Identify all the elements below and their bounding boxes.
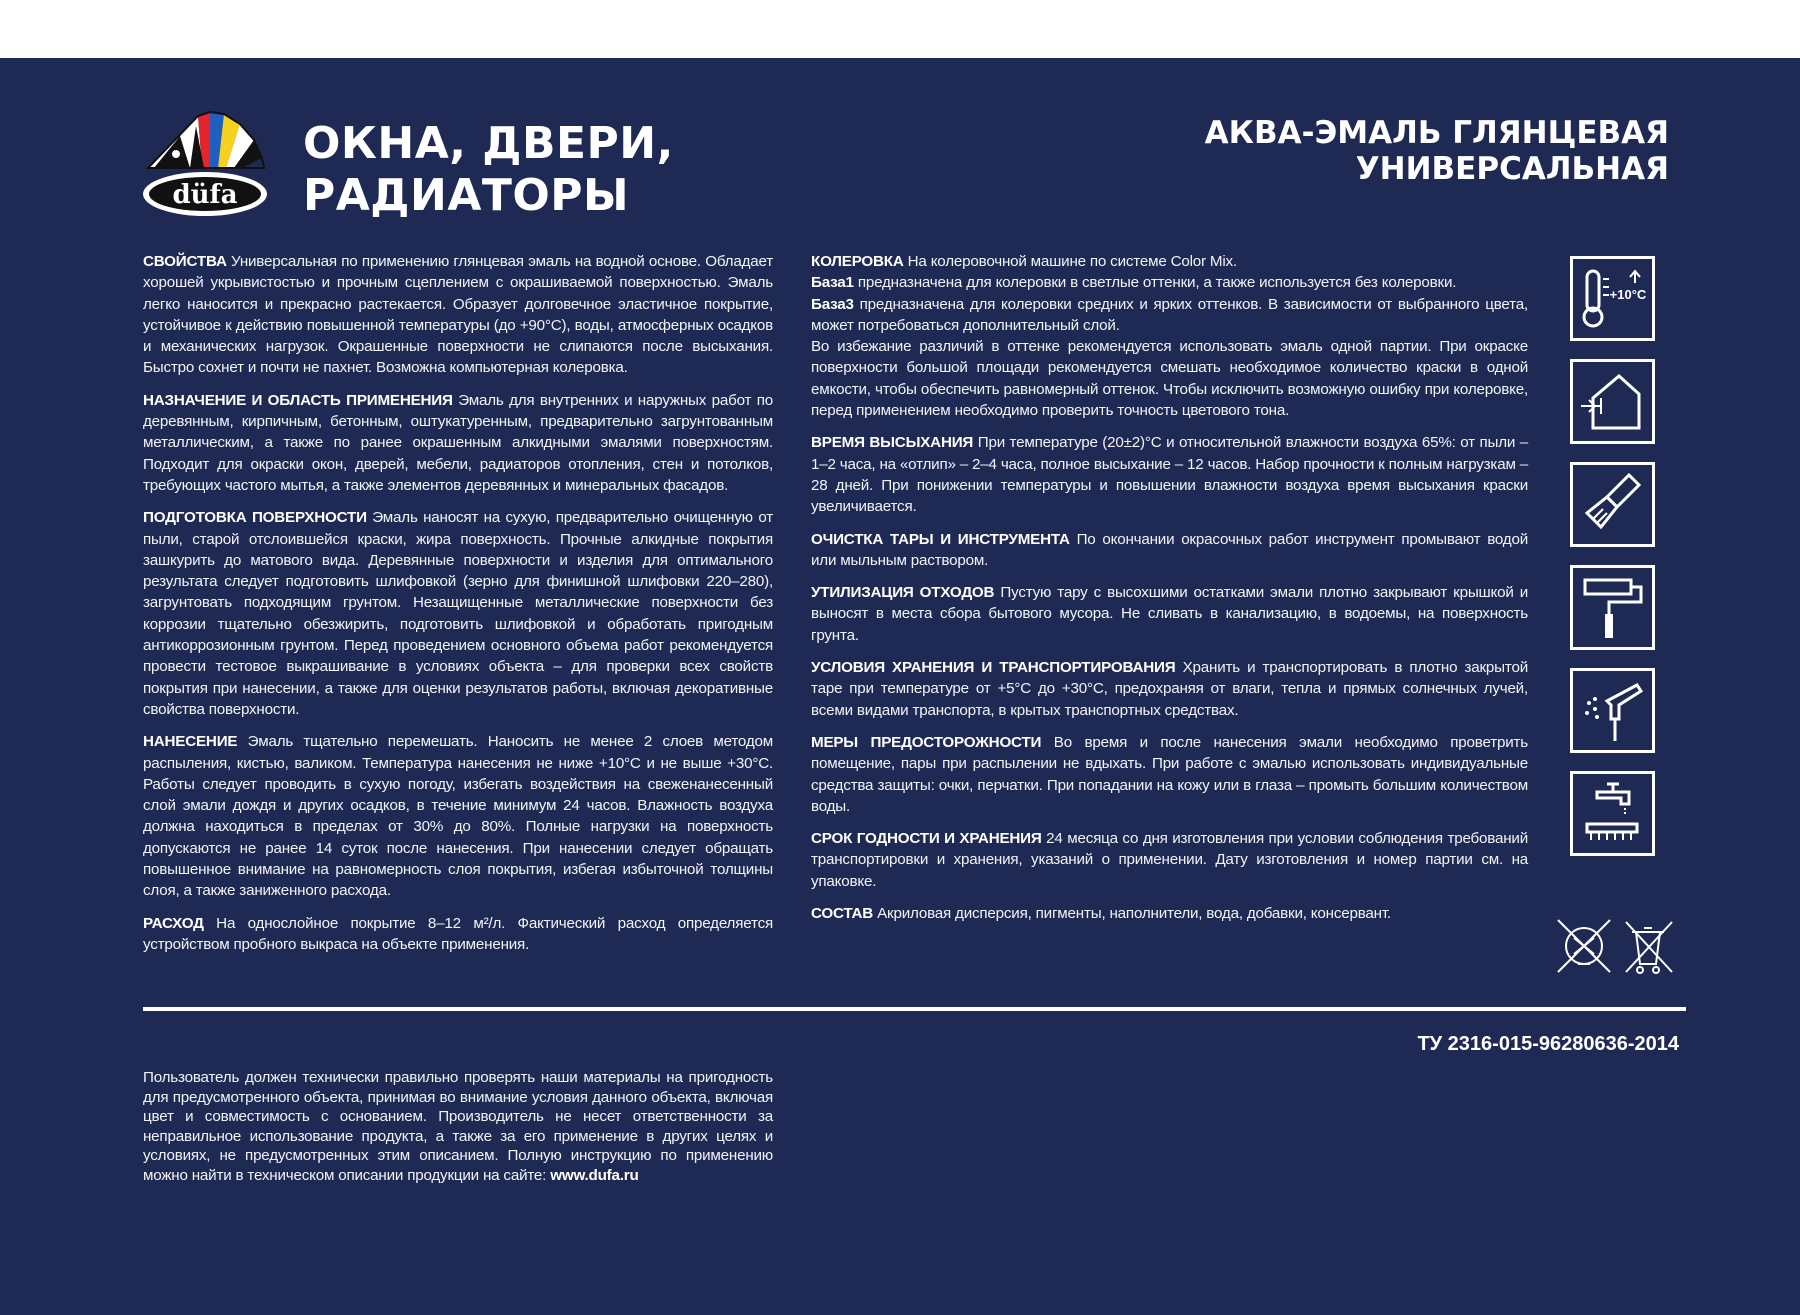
product-title-line1: АКВА-ЭМАЛЬ ГЛЯНЦЕВАЯ bbox=[1204, 115, 1669, 151]
product-title bbox=[1205, 115, 1669, 187]
product-title-line2: УНИВЕРСАЛЬНАЯ bbox=[1355, 151, 1669, 187]
section-applying: НАНЕСЕНИЕ Эмаль тщательно перемешать. Наносить не менее 2 слоев методом распыления, кистью, валиком. Температура нанесения не ниже +10°С и не выше +30°С. Работы следует проводить в сухую погоду, избегать воздействия на свеженанесенный слой эмали дождя и других осадков, в течение минимум 24 часов. Влажность воздуха должна находиться в пределах от 30% до 80%. Полные нагрузки на поверхность допускаются не ранее 14 суток после нанесения. При нанесении следует обращать повышенное внимание на равномерность слоя покрытия, избегая избыточной толщины слоя, а также заниженного расхода. bbox=[143, 733, 773, 900]
spray-gun-icon bbox=[1570, 668, 1655, 753]
section-disposal: УТИЛИЗАЦИЯ ОТХОДОВ Пустую тару с высохшими остатками эмали плотно закрывают крышкой и выносят в места сбора бытового мусора. Не сливать в канализацию, в водоемы, на поверхность грунта. bbox=[811, 584, 1528, 644]
left-text-column bbox=[143, 251, 773, 966]
section-properties: СВОЙСТВА Универсальная по применению глянцевая эмаль на водной основе. Обладает хорошей укрывистостью и прочным сцеплением с окрашиваемой поверхностью. Эмаль легко наносится и прекрасно растекается. Образует долговечное эластичное покрытие, устойчивое к действию повышенной температуры (до +90°С), воды, атмосферных осадков и механических нагрузок. Окрашенные поверхности не слипаются после высыхания. Быстро сохнет и почти не пахнет. Возможна компьютерная колеровка. bbox=[143, 253, 773, 377]
svg-text:+10°С: +10°С bbox=[1609, 287, 1647, 302]
section-shelf-life: СРОК ГОДНОСТИ И ХРАНЕНИЯ 24 месяца со дня изготовления при условии соблюдения требований транспортировки и хранения, указаний о применении. Дату изготовления и номер партии см. на упаковке. bbox=[811, 830, 1528, 890]
middle-text-column bbox=[811, 251, 1528, 935]
section-storage-transport: УСЛОВИЯ ХРАНЕНИЯ И ТРАНСПОРТИРОВАНИЯ Хранить и транспортировать в плотно закрытой таре при температуре от +5°С до +30°С, предохраняя от влаги, тепла и прямых солнечных лучей, всеми видами транспорта, в крытых транспортных средствах. bbox=[811, 659, 1528, 719]
category-title-line1: ОКНА, ДВЕРИ, bbox=[303, 118, 674, 169]
category-title-line2: РАДИАТОРЫ bbox=[303, 170, 630, 221]
section-surface-preparation: ПОДГОТОВКА ПОВЕРХНОСТИ Эмаль наносят на сухую, предварительно очищенную от пыли, старой отслоившейся краски, жира поверхность. Прочные алкидные покрытия зашкурить до матового вида. Деревянные поверхности и изделия для оптимального результата следует подготовить шлифовкой (зерно для финишной шлифовки 220–280), загрунтовать подходящим грунтом. Незащищенные металлические поверхности без коррозии тщательно обезжирить, подготовить шлифовкой и обработать пригодным антикоррозионным грунтом. Перед проведением основного объема работ рекомендуется провести тестовое выкрашивание в условиях объекта – для проверки всех свойств покрытия при нанесении, а также для оценки результатов работы, включая декоративные свойства поверхности. bbox=[143, 509, 773, 718]
category-title bbox=[303, 118, 674, 222]
label-panel bbox=[0, 58, 1800, 1315]
disposal-symbols bbox=[1554, 916, 1678, 978]
thermometer-icon bbox=[1570, 256, 1655, 341]
pictogram-column bbox=[1570, 256, 1658, 874]
dufa-logo bbox=[140, 106, 270, 221]
tech-spec-number: ТУ 2316-015-96280636-2014 bbox=[1417, 1033, 1679, 1055]
section-composition: СОСТАВ Акриловая дисперсия, пигменты, наполнители, вода, добавки, консервант. bbox=[811, 905, 1391, 923]
section-drying-time: ВРЕМЯ ВЫСЫХАНИЯ При температуре (20±2)°С и относительной влажности воздуха 65%: от пыли – 1–2 часа, на «отлип» – 2–4 часа, полное высыхание – 12 часов. Набор прочности к полным нагрузкам – 28 дней. При понижении температуры и повышении влажности воздуха время высыхания краски увеличивается. bbox=[811, 434, 1528, 516]
section-precautions: МЕРЫ ПРЕДОСТОРОЖНОСТИ Во время и после нанесения эмали необходимо проветрить помещение, пары при распылении не вдыхать. При работе с эмалью использовать индивидуальные средства защиты: очки, перчатки. При попадании на кожу или в глаза – промыть большим количеством воды. bbox=[811, 733, 1528, 815]
brush-icon bbox=[1570, 462, 1655, 547]
website-link[interactable]: www.dufa.ru bbox=[550, 1166, 639, 1184]
divider-line bbox=[143, 1007, 1686, 1011]
section-tinting: КОЛЕРОВКА На колеровочной машине по системе Color Mix. База1 предназначена для колеровки в светлые оттенки, а также используется без колеровки. База3 предназначена для колеровки средних и ярких оттенков. В зависимости от выбранного цвета, может потребоваться дополнительный слой. Во избежание различий в оттенке рекомендуется использовать эмаль одной партии. При окраске поверхности большой площади рекомендуется смешать необходимое количество краски в одной емкости, чтобы обеспечить равномерный оттенок. Чтобы исключить возможную ошибку при колеровке, перед применением необходимо проверить точность цветового тона. bbox=[811, 253, 1528, 420]
house-interior-icon bbox=[1570, 359, 1655, 444]
section-application: НАЗНАЧЕНИЕ И ОБЛАСТЬ ПРИМЕНЕНИЯ Эмаль для внутренних и наружных работ по деревянным, кирпичным, бетонным, оштукатуренным, предварительно загрунтованным металлическим, а также по ранее окрашенным алкидными эмалями поверхностям. Подходит для окраски окон, дверей, мебели, радиаторов отопления, стен и потолков, требующих частого мытья, а также элементов деревянных и минеральных фасадов. bbox=[143, 391, 773, 494]
disclaimer-text: Пользователь должен технически правильно проверять наши материалы на пригодность для предусмотренного объекта, принимая во внимание условия данного объекта, включая цвет и совместимость с основанием. Производитель не несет ответственности за неправильное использование продукта, а также за его применение в других целях и условиях, не предусмотренных этим описанием. Полную инструкцию по применению можно найти в техническом описании продукции на сайте: www.dufa.ru bbox=[143, 1069, 773, 1184]
section-consumption: РАСХОД На однослойное покрытие 8–12 м²/л. Фактический расход определяется устройством пробного выкраса на объекте применения. bbox=[143, 914, 773, 953]
section-cleaning: ОЧИСТКА ТАРЫ И ИНСТРУМЕНТА По окончании окрасочных работ инструмент промывают водой или мыльным раствором. bbox=[811, 530, 1528, 569]
no-drain-icon bbox=[1558, 920, 1610, 972]
roller-icon bbox=[1570, 565, 1655, 650]
crossed-bin-icon bbox=[1626, 922, 1672, 973]
logo-wordmark: düfa bbox=[172, 180, 238, 210]
tap-water-brush-icon bbox=[1570, 771, 1655, 856]
tinting-note: Во избежание различий в оттенке рекомендуется использовать эмаль одной партии. При окраске поверхности большой площади рекомендуется смешать необходимое количество краски в одной емкости, чтобы обеспечить равномерный оттенок. Чтобы исключить возможную ошибку при колеровке, перед применением необходимо проверить точность цветового тона. bbox=[811, 338, 1528, 420]
